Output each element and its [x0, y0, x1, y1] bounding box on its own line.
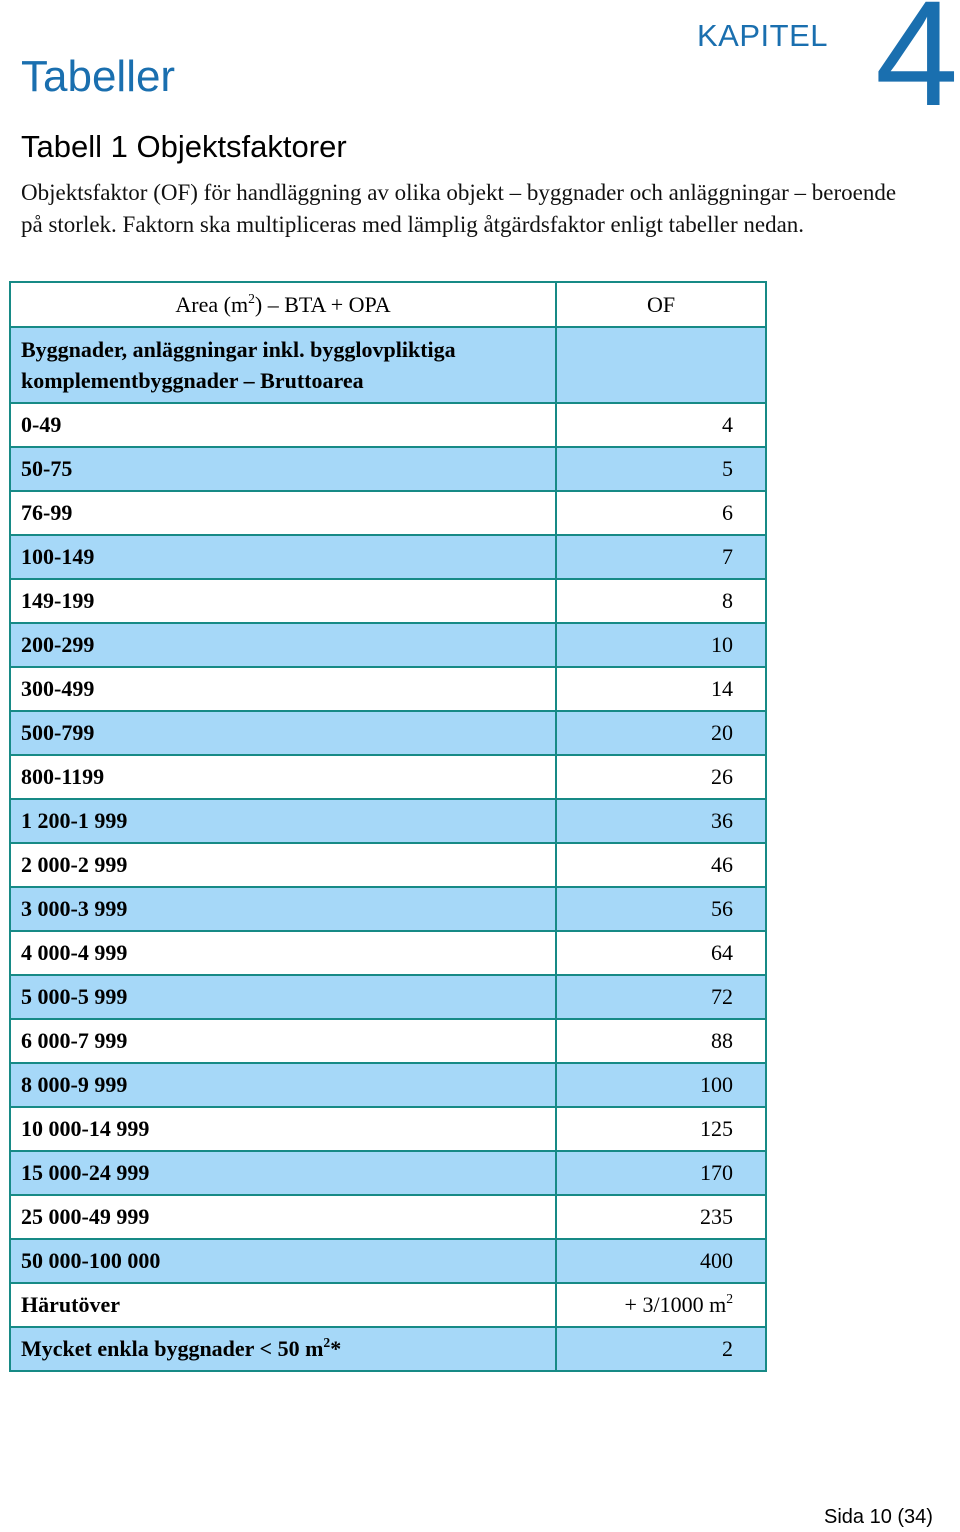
area-cell: Mycket enkla byggnader < 50 $m^2*$ — [10, 1327, 556, 1371]
page-footer: Sida 10 (34) — [824, 1506, 933, 1528]
of-value-cell: 56 — [556, 887, 766, 931]
of-value-cell: 20 — [556, 711, 766, 755]
table-header-row — [10, 282, 766, 327]
table-row — [10, 1107, 766, 1151]
of-value-cell: 7 — [556, 535, 766, 579]
of-value-cell: 5 — [556, 447, 766, 491]
table-row — [10, 711, 766, 755]
of-value-cell: 88 — [556, 1019, 766, 1063]
table-row — [10, 1195, 766, 1239]
area-cell: 15 000-24 999 — [10, 1151, 556, 1195]
area-cell: 6 000-7 999 — [10, 1019, 556, 1063]
table-row — [10, 447, 766, 491]
of-value-cell: 125 — [556, 1107, 766, 1151]
area-cell: 500-799 — [10, 711, 556, 755]
table-row — [10, 403, 766, 447]
area-cell: 4 000-4 999 — [10, 931, 556, 975]
table-title: Tabell 1 Objektsfaktorer — [21, 129, 347, 164]
area-cell: 0-49 — [10, 403, 556, 447]
table-row — [10, 491, 766, 535]
chapter-number: 4 — [875, 0, 959, 137]
area-cell: Härutöver — [10, 1283, 556, 1327]
table-row — [10, 1151, 766, 1195]
intro-paragraph: Objektsfaktor (OF) för handläggning av olika objekt – byggnader och anläggningar – beroende på storlek. Faktorn ska multipliceras med lämplig åtgärdsfaktor enligt tabeller nedan. — [21, 180, 897, 237]
table-row — [10, 887, 766, 931]
subheader-label: Byggnader, anläggningar inkl. bygglovpliktiga komplementbyggnader – Bruttoarea — [10, 327, 556, 403]
of-value-cell: 2 — [556, 1327, 766, 1371]
of-value-cell: 14 — [556, 667, 766, 711]
of-value-cell: 46 — [556, 843, 766, 887]
area-cell: 25 000-49 999 — [10, 1195, 556, 1239]
area-cell: 76-99 — [10, 491, 556, 535]
of-value-cell: 36 — [556, 799, 766, 843]
table-row — [10, 931, 766, 975]
of-value-cell: 6 — [556, 491, 766, 535]
subheader-empty-cell — [556, 327, 766, 403]
table-row — [10, 975, 766, 1019]
of-value-cell: 8 — [556, 579, 766, 623]
table-row — [10, 799, 766, 843]
of-value-cell: 170 — [556, 1151, 766, 1195]
of-column-header: OF — [556, 282, 766, 327]
table-row — [10, 1063, 766, 1107]
area-cell: 5 000-5 999 — [10, 975, 556, 1019]
area-cell: 200-299 — [10, 623, 556, 667]
objektsfaktor-table — [9, 281, 767, 1372]
area-cell: 3 000-3 999 — [10, 887, 556, 931]
table-row — [10, 1327, 766, 1371]
table-row — [10, 1019, 766, 1063]
table-row — [10, 623, 766, 667]
table-row — [10, 667, 766, 711]
of-value-cell: 100 — [556, 1063, 766, 1107]
area-cell: 100-149 — [10, 535, 556, 579]
of-value-cell: 26 — [556, 755, 766, 799]
area-cell: 10 000-14 999 — [10, 1107, 556, 1151]
table-subheader-row — [10, 327, 766, 403]
of-value-cell: 235 — [556, 1195, 766, 1239]
table-row — [10, 1283, 766, 1327]
area-cell: 50 000-100 000 — [10, 1239, 556, 1283]
of-value-cell: 64 — [556, 931, 766, 975]
of-value-cell: + 3/1000 $m^2$ — [556, 1283, 766, 1327]
section-title: Tabeller — [21, 52, 176, 101]
area-cell: 149-199 — [10, 579, 556, 623]
of-value-cell: 400 — [556, 1239, 766, 1283]
area-cell: 800-1199 — [10, 755, 556, 799]
area-cell: 300-499 — [10, 667, 556, 711]
table-row — [10, 579, 766, 623]
area-column-header: Area $(m^2)$ – BTA + OPA — [10, 282, 556, 327]
chapter-label: KAPITEL — [697, 18, 828, 53]
table-row — [10, 1239, 766, 1283]
area-cell: 50-75 — [10, 447, 556, 491]
area-cell: 2 000-2 999 — [10, 843, 556, 887]
area-cell: 1 200-1 999 — [10, 799, 556, 843]
area-cell: 8 000-9 999 — [10, 1063, 556, 1107]
of-value-cell: 4 — [556, 403, 766, 447]
of-value-cell: 72 — [556, 975, 766, 1019]
of-value-cell: 10 — [556, 623, 766, 667]
table-row — [10, 755, 766, 799]
table-row — [10, 843, 766, 887]
table-row — [10, 535, 766, 579]
